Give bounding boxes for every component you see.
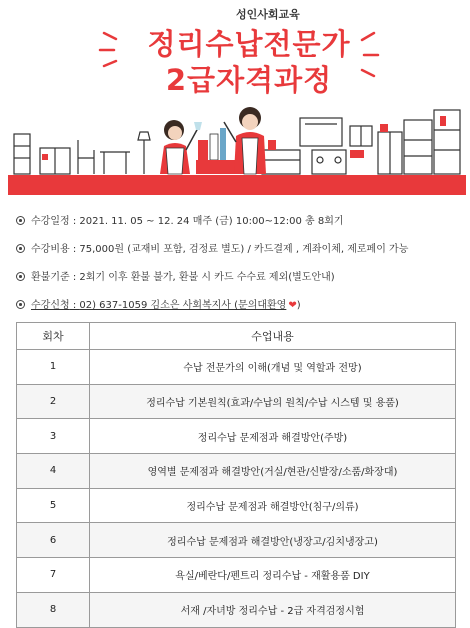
bullet-icon: [16, 272, 25, 281]
bullet-icon: [16, 300, 25, 309]
session-content: 정리수납 문제점과 해결방안(주방): [90, 419, 456, 454]
table-row: [17, 523, 456, 558]
session-content: 수납 전문가의 이해(개념 및 역할과 전망): [90, 350, 456, 385]
session-content: 욕실/베란다/펜트리 정리수납 - 재활용품 DIY: [90, 558, 456, 593]
main-title-line1: 정리수납전문가: [147, 27, 351, 61]
info-label: 환불기준: [31, 272, 70, 283]
info-value: 75,000원 (교재비 포함, 검정료 별도) / 카드결제 , 계좌이체, 제로페이 가능: [79, 244, 409, 255]
table-row: [17, 558, 456, 593]
table-row: [17, 350, 456, 385]
info-label: 수강신청: [31, 300, 70, 311]
session-number: 7: [17, 558, 90, 593]
woman-figure: [160, 120, 202, 174]
sparkle-icon: [100, 33, 378, 76]
session-number: 8: [17, 592, 90, 627]
info-fee: 수강비용 : 75,000원 (교재비 포함, 검정료 별도) / 카드결제 , 계좌이체, 제로페이 가능: [16, 240, 408, 255]
table-row: [17, 419, 456, 454]
session-number: 5: [17, 488, 90, 523]
session-content: 정리수납 기본원칙(효과/수납의 원칙/수납 시스템 및 용품): [90, 384, 456, 419]
info-schedule: 수강일정 : 2021. 11. 05 ~ 12. 24 매주 (금) 10:00~12:00 총 8회기: [16, 212, 344, 227]
housework-illustration: [0, 0, 470, 200]
session-number: 1: [17, 350, 90, 385]
header-accent-bar: [8, 175, 466, 195]
table-row: [17, 488, 456, 523]
column-header-content: 수업내용: [90, 323, 456, 350]
column-header-session: 회차: [17, 323, 90, 350]
course-table: [16, 322, 456, 628]
info-label: 수강비용: [31, 244, 70, 255]
session-number: 3: [17, 419, 90, 454]
heart-icon: ❤: [288, 300, 297, 311]
session-number: 2: [17, 384, 90, 419]
session-number: 6: [17, 523, 90, 558]
session-content: 정리수납 문제점과 해결방안(침구/의류): [90, 488, 456, 523]
main-title-line2: 2급자격과정: [165, 63, 333, 97]
info-label: 수강일정: [31, 216, 70, 227]
table-row: [17, 384, 456, 419]
info-value: 2021. 11. 05 ~ 12. 24 매주 (금) 10:00~12:00 총 8회기: [79, 216, 344, 227]
info-value: 02) 637-1059 김소은 사회복지사 (문의대환영: [79, 300, 287, 311]
session-content: 정리수납 문제점과 해결방안(냉장고/김치냉장고): [90, 523, 456, 558]
info-registration: 수강신청 : 02) 637-1059 김소은 사회복지사 (문의대환영 ❤): [16, 296, 301, 311]
session-number: 4: [17, 454, 90, 489]
info-value: 2회기 이후 환불 불가, 환불 시 카드 수수료 제외(별도안내): [79, 272, 335, 283]
info-refund: 환불기준 : 2회기 이후 환불 불가, 환불 시 카드 수수료 제외(별도안내): [16, 268, 335, 283]
session-content: 서재 /자녀방 정리수납 - 2급 자격검정시험: [90, 592, 456, 627]
table-header-row: [17, 323, 456, 350]
bullet-icon: [16, 216, 25, 225]
table-row: [17, 454, 456, 489]
subtitle: 성인사회교육: [236, 9, 300, 21]
bullet-icon: [16, 244, 25, 253]
header-banner: [0, 0, 470, 200]
session-content: 영역별 문제점과 해결방안(거실/현관/신발장/소품/화장대): [90, 454, 456, 489]
